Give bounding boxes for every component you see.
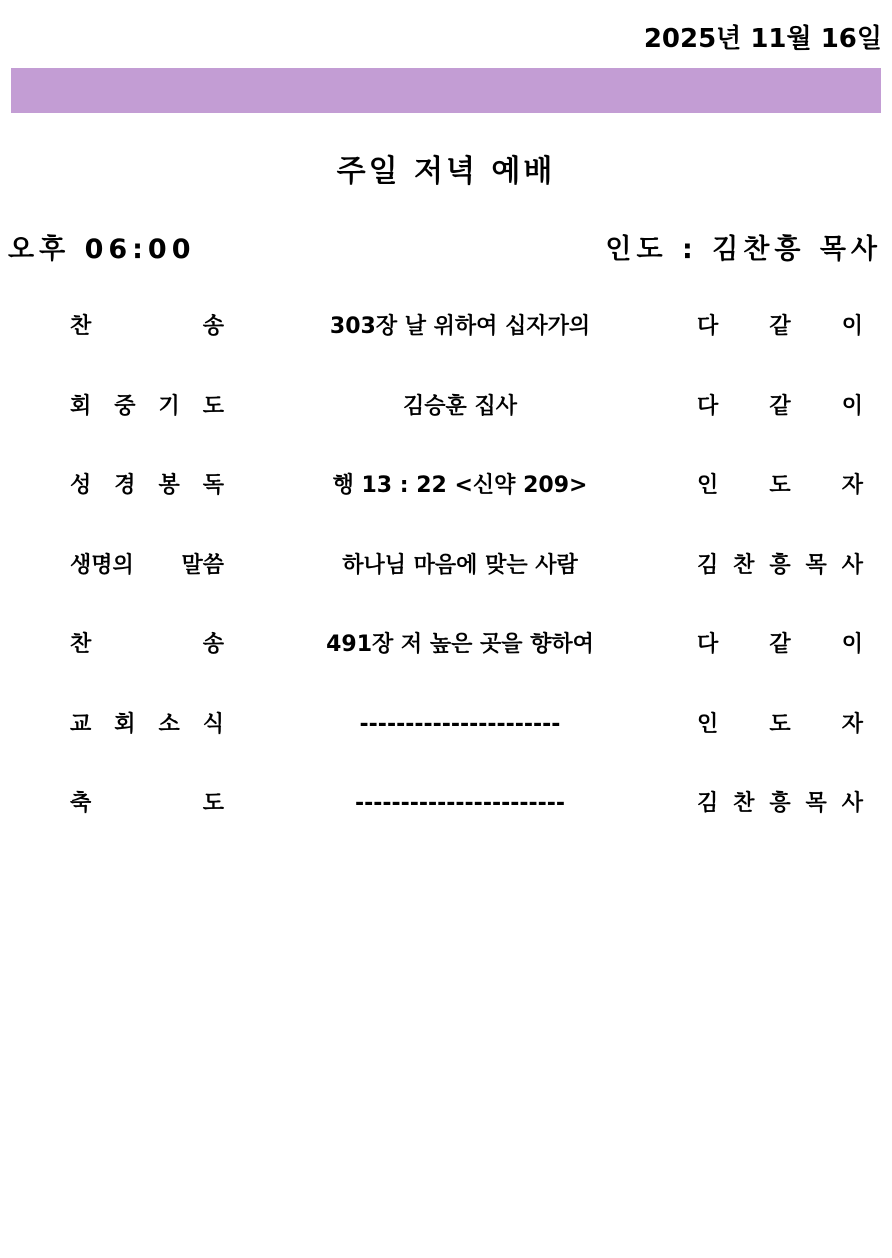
bulletin-date: 2025년 11월 16일 xyxy=(643,24,882,54)
order-row xyxy=(0,449,892,529)
order-row xyxy=(0,290,892,370)
order-person: 다 같 이 xyxy=(697,393,863,419)
order-content: 303장 날 위하여 십자가의 xyxy=(329,314,591,339)
order-content: 행 13 : 22 <신약 209> xyxy=(332,473,588,498)
order-person: 다 같 이 xyxy=(697,314,863,339)
order-item: 찬 송 xyxy=(70,314,224,339)
order-item: 찬 송 xyxy=(70,632,224,657)
order-item: 축 도 xyxy=(70,791,224,816)
order-row xyxy=(0,688,892,768)
order-row xyxy=(0,767,892,847)
order-content: 491장 저 높은 곳을 향하여 xyxy=(326,632,594,657)
order-person: 김 찬 흥 목 사 xyxy=(697,791,863,816)
order-item: 성 경 봉 독 xyxy=(70,473,224,498)
order-content: 김승훈 집사 xyxy=(403,393,517,419)
service-time: 오후 06:00 xyxy=(8,234,196,265)
order-of-worship xyxy=(0,290,892,847)
order-row xyxy=(0,370,892,450)
order-content: ----------------------- xyxy=(354,791,565,816)
order-person: 다 같 이 xyxy=(697,632,863,657)
header-banner xyxy=(11,68,881,113)
service-leader: 인도 : 김찬흥 목사 xyxy=(605,234,882,265)
order-row xyxy=(0,608,892,688)
order-person: 인 도 자 xyxy=(697,473,863,498)
order-item: 회 중 기 도 xyxy=(70,393,224,419)
order-person: 인 도 자 xyxy=(697,711,863,737)
order-row xyxy=(0,529,892,609)
order-item: 교 회 소 식 xyxy=(70,711,224,737)
order-content: ---------------------- xyxy=(359,711,561,737)
order-person: 김 찬 흥 목 사 xyxy=(697,552,863,578)
order-content: 하나님 마음에 맞는 사람 xyxy=(342,552,578,578)
order-item: 생명의 말씀 xyxy=(70,552,224,578)
service-title: 주일 저녁 예배 xyxy=(336,154,556,189)
